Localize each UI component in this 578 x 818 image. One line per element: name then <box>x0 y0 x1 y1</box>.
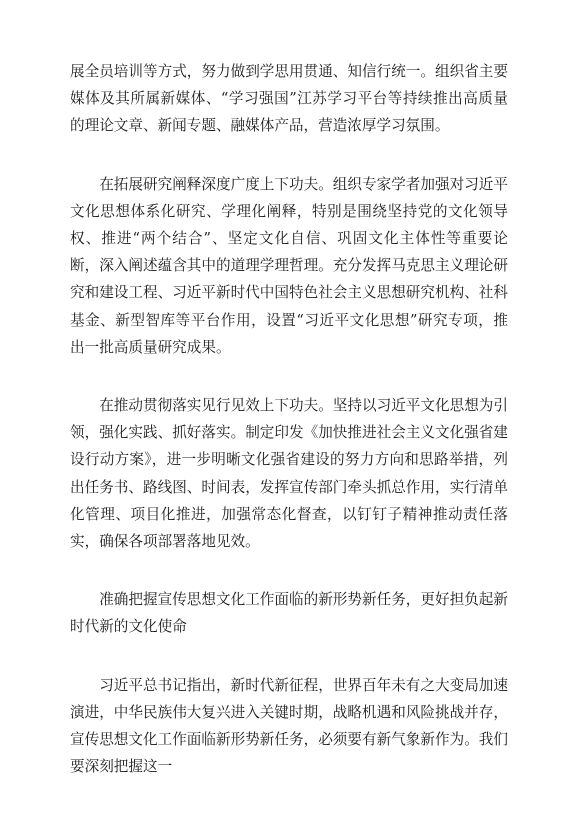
paragraph-gap <box>70 140 508 171</box>
paragraph-research: 在拓展研究阐释深度广度上下功夫。组织专家学者加强对习近平文化思想体系化研究、学理化阐释，特别是围绕坚持党的文化领导权、推进“两个结合”、坚定文化自信、巩固文化主体性等重要论断，深入阐述蕴含其中的道理学理哲理。充分发挥马克思主义理论研究和建设工程、习近平新时代中国特色社会主义思想研究机构、社科基金、新型智库等平台作用，设置“习近平文化思想”研究专项，推出一批高质量研究成果。 <box>70 175 508 356</box>
paragraph-gap <box>70 555 508 586</box>
section-heading: 准确把握宣传思想文化工作面临的新形势新任务，更好担负起新时代新的文化使命 <box>70 591 508 636</box>
paragraph-gap <box>70 641 508 672</box>
paragraph-gap <box>70 361 508 392</box>
paragraph-implementation: 在推动贯彻落实见行见效上下功夫。坚持以习近平文化思想为引领，强化实践、抓好落实。制定印发《加快推进社会主义文化强省建设行动方案》，进一步明晰文化强省建设的努力方向和思路举措，列出任务书、路线图、时间表，发挥宣传部门牵头抓总作用，实行清单化管理、项目化推进，加强常态化督查，以钉钉子精神推动责任落实，确保各项部署落地见效。 <box>70 397 508 551</box>
paragraph-continued: 展全员培训等方式，努力做到学思用贯通、知信行统一。组织省主要媒体及其所属新媒体、“学习强国”江苏学习平台等持续推出高质量的理论文章、新闻专题、融媒体产品，营造浓厚学习氛围。 <box>70 63 508 135</box>
paragraph-new-era: 习近平总书记指出，新时代新征程，世界百年未有之大变局加速演进，中华民族伟大复兴进入关键时期，战略机遇和风险挑战并存，宣传思想文化工作面临新形势新任务，必须要有新气象新作为。我们要深刻把握这一 <box>70 676 508 776</box>
